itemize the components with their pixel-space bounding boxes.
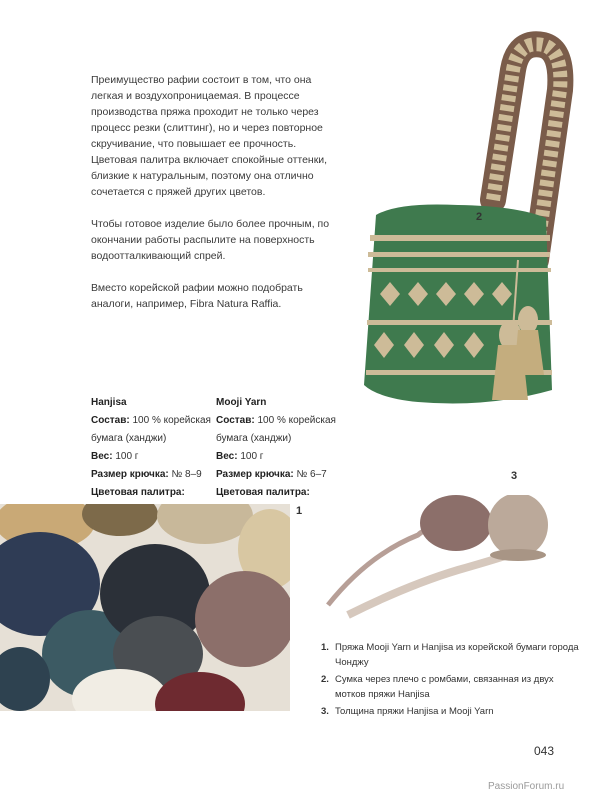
yarn-spec-hanjisa [91,394,216,520]
figure-number-3: 3 [511,470,518,482]
intro-paragraph-2: Чтобы готовое изделие было более прочным, по окончании работы распылите на поверхность водоотталкивающий спрей. [91,218,330,262]
bag-image [338,30,580,420]
caption-number: 1. [321,642,329,653]
figure-number-1: 1 [296,505,303,517]
intro-paragraph-3: Вместо корейской рафии можно подобрать аналоги, например, Fibra Natura Raffia. [91,282,303,310]
composition-value: 100 % корейская бумага (ханджи) [216,415,336,444]
figure-number-2: 2 [476,211,483,223]
composition-label: Состав: [91,415,130,426]
caption-number: 2. [321,674,329,685]
caption-number: 3. [321,706,329,717]
weight-value: 100 г [115,451,139,462]
hook-value: № 8–9 [171,469,202,480]
caption-text: Толщина пряжи Hanjisa и Mooji Yarn [335,706,494,717]
figure-captions [321,640,581,721]
yarn-name: Mooji Yarn [216,397,267,408]
hook-value: № 6–7 [296,469,327,480]
weight-label: Вес: [216,451,238,462]
intro-paragraph-1: Преимущество рафии состоит в том, что она легкая и воздухопроницаемая. В процессе производства пряжа проходит не только через процесс резки (слиттинг), но и через повторное скручивание, что повышает ее прочность. Цветовая палитра включает спокойные оттенки, близкие к натуральным, поэтому она отлично сочетается с пряжей других цветов. [91,74,328,198]
page-number: 043 [534,744,555,758]
weight-value: 100 г [240,451,264,462]
yarn-balls-photo [0,504,290,711]
composition-label: Состав: [216,415,255,426]
palette-label: Цветовая палитра: [91,487,185,498]
watermark: PassionForum.ru [488,781,565,792]
caption-text: Пряжа Mooji Yarn и Hanjisa из корейской бумаги города Чонджу [335,642,579,668]
yarn-name: Hanjisa [91,397,127,408]
caption-item [321,640,581,670]
caption-item [321,672,581,702]
weight-label: Вес: [91,451,113,462]
caption-text: Сумка через плечо с ромбами, связанная из двух мотков пряжи Hanjisa [335,674,554,700]
intro-text [91,72,341,328]
palette-label: Цветовая палитра: [216,487,310,498]
yarn-thickness-photo [308,495,584,625]
composition-value: 100 % корейская бумага (ханджи) [91,415,211,444]
hook-label: Размер крючка: [216,469,294,480]
caption-item [321,704,581,719]
hook-label: Размер крючка: [91,469,169,480]
